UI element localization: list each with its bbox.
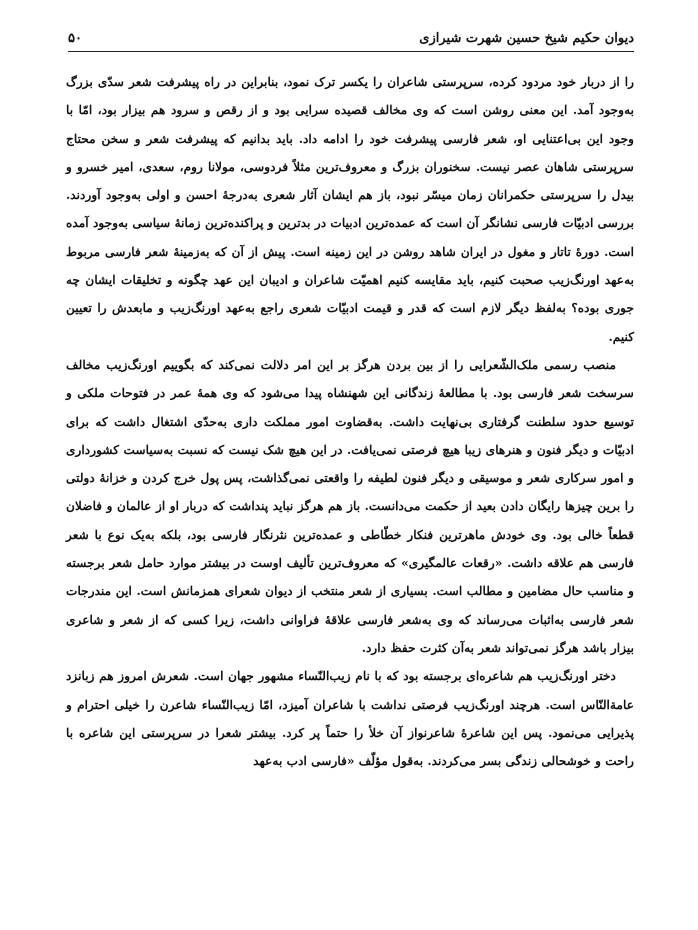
running-title: دیوان حکیم شیخ حسین شهرت شیرازی [419,31,634,46]
paragraph: منصب رسمی ملک‌الشّعرایی را از بین بردن هرگز بر این امر دلالت نمی‌کند که بگوییم اورنگ‌زیب مخالف سرسخت شعر فارسی بود. با مطالعهٔ زندگانی این شهنشاه پیدا می‌شود که وی همهٔ عمر در فتوحات ملکی و توسیع حدود سلطنت گرفتاری بی‌نهایت داشت. به‌قضاوت امور مملکت داری به‌حدّی اشتغال داشت که برای ادبیّات و دیگر فنون و هنرهای زیبا هیچ فرصتی نمی‌یافت. در این هیچ شک نیست که نسبت به‌سیاست کشورداری و امور سرکاری شعر و موسیقی و دیگر فنون لطیفه را واقعتی نمی‌گذاشت، پس پول خرج کردن و خزانهٔ دولتی را برین چیزها رایگان دادن بعید از حکمت می‌دانست. باز هم هرگز نباید پنداشت که دربار او از عالمان و فاضلان قطعاً خالی بود. وی خودش ماهرترین فنکار خطّاطی و عمده‌ترین نثرنگار فارسی بود، بلکه به‌یک نوع با شعر فارسی هم علاقه داشت. «رقعات عالمگیری» که معروف‌ترین تألیف اوست در بیشتر موارد حامل شعر برجسته و مناسب حال مضامین و مطالب است. بسیاری از شعر منتخب از دیوان شعرای همزمانش است. این مندرجات شعر فارسی به‌اثبات می‌رساند که وی به‌شعر فارسی علاقهٔ فراوانی داشت، زیرا کسی که از شعر و شاعری بیزار باشد هرگز نمی‌تواند شعر به‌آن کثرت حفظ دارد. [66,357,634,655]
page-body [66,68,634,775]
page-number: ۵۰ [68,31,82,46]
page-header [68,20,634,52]
paragraph: دختر اورنگ‌زیب هم شاعره‌ای برجسته بود که با نام زیب‌النّساء مشهور جهان است. شعرش امروز هم زبانزد عامة‌النّاس است. هرچند اورنگ‌زیب فرصتی نداشت با شاعران آمیزد، امّا زیب‌النّساء شاعرن را خیلی احترام و پذیرایی می‌نمود. پس این شاعرهٔ شاعرنواز آن خلأ را حتماً پر کرد. بیشتر شعرا در سرپرستی این شاعره با راحت و خوشحالی زندگی بسر می‌کردند. به‌قول مؤلّف «فارسی ادب به‌عهد [66,669,634,769]
paragraph: را از دربار خود مردود کرده، سرپرستی شاعران را یکسر ترک نمود، بنابراین در راه پیشرفت شعر سدّی بزرگ به‌وجود آمد. این معنی روشن است که وی مخالف قصیده سرایی بود و از رقص و سرود هم بیزار بود، امّا با وجود این بی‌اعتنایی او، شعر فارسی پیشرفت خود را ادامه داد. باید بدانیم که پیشرفت شعر و سخن محتاج سرپرستی شاهان عصر نیست. سخنوران بزرگ و معروف‌ترین مثلاً فردوسی، مولانا روم، سعدی، امیر خسرو و بیدل را سرپرستی حکمرانان زمان میسّر نبود، باز هم ایشان آثار شعری به‌درجهٔ احسن و اولی به‌وجود آوردند. بررسی ادبیّات فارسی نشانگر آن است که عمده‌ترین ادبیات در بدترین و پراکنده‌ترین زمانهٔ سیاسی به‌وجود آمده است. دورهٔ تاتار و مغول در ایران شاهد روشن در این زمینه است. پیش از آن که به‌زمینهٔ شعر فارسی مربوط به‌عهد اورنگ‌زیب صحبت کنیم، باید مقایسه کنیم اهمیّت شاعران و ادیبان این عهد چگونه و تخلیقات ایشان چه جوری بوده؟ به‌لفظ دیگر لازم است که قدر و قیمت ادبیّات شعری راجع به‌عهد اورنگ‌زیب و مابعدش را تعیین کنیم. [66,75,634,344]
